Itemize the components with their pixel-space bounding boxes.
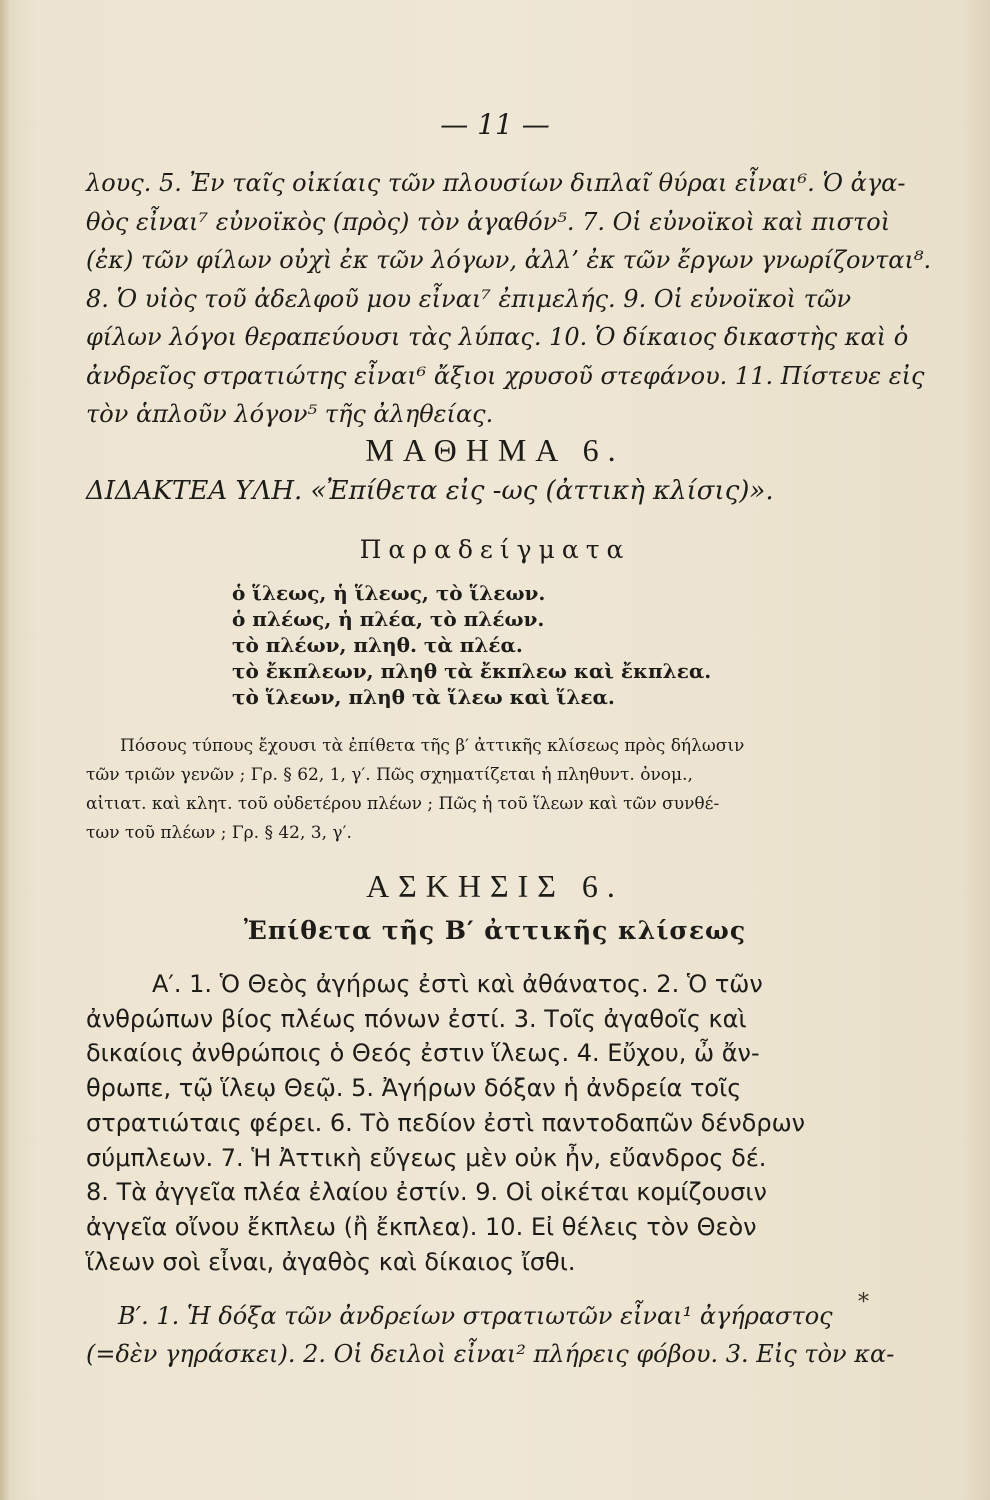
exercise-b-paragraph <box>86 1297 894 1373</box>
text-line: ἵλεων σοὶ εἶναι, ἀγαθὸς καὶ δίκαιος ἴσθι. <box>86 1247 576 1276</box>
paradigm-line: ὁ ἵλεως, ἡ ἵλεως, τὸ ἵλεων. <box>232 581 546 605</box>
page-number: — 11 — <box>440 108 550 141</box>
text-line: Α′. 1. Ὁ Θεὸς ἀγήρως ἐστὶ καὶ ἀθάνατος. 2. Ὁ τῶν <box>152 970 763 998</box>
paradigm-line: τὸ ἔκπλεων, πληθ τὰ ἔκπλεω καὶ ἔκπλεα. <box>232 659 712 683</box>
question-line: των τοῦ πλέων ; Γρ. § 42, 3, γ′. <box>86 823 352 843</box>
question-line: τῶν τριῶν γενῶν ; Γρ. § 62, 1, γ′. Πῶς σχηματίζεται ἡ πληθυντ. ὀνομ., <box>86 765 693 785</box>
text-line: λους. 5. Ἐν ταῖς οἰκίαις τῶν πλουσίων διπλαῖ θύραι εἶναι⁶. Ὁ ἀγα- <box>86 169 906 197</box>
intro-paragraph <box>86 164 932 434</box>
didaktea-line: ΔΙΔΑΚΤΕΑ ΥΛΗ. «Ἐπίθετα εἰς -ως (ἀττικὴ κλίσις)». <box>86 476 774 506</box>
asterisk-mark: * <box>858 1290 869 1315</box>
exercise-heading: ΑΣΚΗΣΙΣ 6. <box>366 868 624 904</box>
text-line: 8. Τὰ ἀγγεῖα πλέα ἐλαίου ἐστίν. 9. Οἱ οἰκέται κομίζουσιν <box>86 1178 767 1207</box>
question-line: αἰτιατ. καὶ κλητ. τοῦ οὐδετέρου πλέων ; Πῶς ἡ τοῦ ἵλεων καὶ τῶν συνθέ- <box>86 794 720 814</box>
paradigm-line: τὸ ἵλεων, πληθ τὰ ἵλεω καὶ ἵλεα. <box>232 685 615 709</box>
text-line: δικαίοις ἀνθρώποις ὁ Θεός ἐστιν ἵλεως. 4. Εὔχου, ὦ ἄν- <box>86 1039 760 1068</box>
text-line: θρωπε, τῷ ἵλεῳ Θεῷ. 5. Ἀγήρων δόξαν ἡ ἀνδρεία τοῖς <box>86 1074 742 1103</box>
paradigm-line: ὁ πλέως, ἡ πλέα, τὸ πλέων. <box>232 607 545 631</box>
paradigm-list <box>232 580 711 710</box>
lesson-heading: ΜΑΘΗΜΑ 6. <box>365 432 625 468</box>
page-edge-shadow <box>0 0 10 1500</box>
text-line: ἀνδρεῖος στρατιώτης εἶναι⁶ ἄξιοι χρυσοῦ στεφάνου. 11. Πίστευε εἰς <box>86 361 925 390</box>
grammar-questions <box>86 732 876 848</box>
text-line: ἀγγεῖα οἴνου ἔκπλεω (ἢ ἔκπλεα). 10. Εἰ θέλεις τὸν Θεὸν <box>86 1212 757 1241</box>
question-line: Πόσους τύπους ἔχουσι τὰ ἐπίθετα τῆς β′ ἀττικῆς κλίσεως πρὸς δήλωσιν <box>120 736 745 756</box>
text-line: σύμπλεων. 7. Ἡ Ἀττικὴ εὔγεως μὲν οὐκ ἦν, εὔανδρος δέ. <box>86 1143 767 1172</box>
paradeigmata-heading: Παραδείγματα <box>359 535 631 564</box>
text-line: 8. Ὁ υἱὸς τοῦ ἀδελφοῦ μου εἶναι⁷ ἐπιμελής. 9. Οἱ εὐνοϊκοὶ τῶν <box>86 284 852 313</box>
text-line: (ἐκ) τῶν φίλων οὐχὶ ἐκ τῶν λόγων, ἀλλ’ ἐκ τῶν ἔργων γνωρίζονται⁸. <box>86 246 932 274</box>
text-line: ἀνθρώπων βίος πλέως πόνων ἐστί. 3. Τοῖς ἀγαθοῖς καὶ <box>86 1004 747 1033</box>
text-line: Β′. 1. Ἡ δόξα τῶν ἀνδρείων στρατιωτῶν εἶναι¹ ἀγήραστος <box>118 1302 833 1330</box>
text-line: θὸς εἶναι⁷ εὐνοϊκὸς (πρὸς) τὸν ἀγαθόν⁵. 7. Οἱ εὐνοϊκοὶ καὶ πιστοὶ <box>86 207 891 236</box>
exercise-a-paragraph <box>86 967 805 1279</box>
text-line: φίλων λόγοι θεραπεύουσι τὰς λύπας. 10. Ὁ δίκαιος δικαστὴς καὶ ὁ <box>86 323 909 351</box>
text-line: (=δὲν γηράσκει). 2. Οἱ δειλοὶ εἶναι² πλήρεις φόβου. 3. Εἰς τὸν κα- <box>86 1340 895 1368</box>
paradigm-line: τὸ πλέων, πληθ. τὰ πλέα. <box>232 633 523 657</box>
text-line: στρατιώταις φέρει. 6. Τὸ πεδίον ἐστὶ παντοδαπῶν δένδρων <box>86 1108 806 1137</box>
exercise-subtitle: Ἐπίθετα τῆς Β′ ἀττικῆς κλίσεως <box>243 916 747 945</box>
text-line: τὸν ἁπλοῦν λόγον⁵ τῆς ἀληθείας. <box>86 400 494 428</box>
